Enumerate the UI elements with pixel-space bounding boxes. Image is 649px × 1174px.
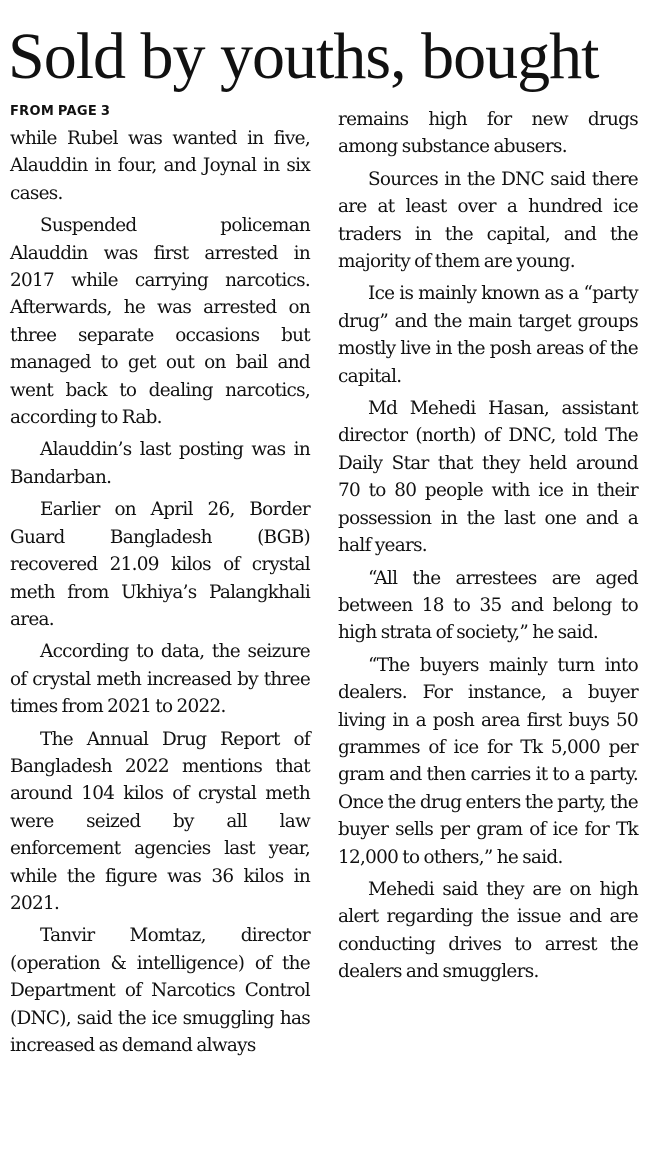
- paragraph: According to data, the seizure of crystal meth increased by three times from 2021 to 2022.: [10, 641, 310, 718]
- paragraph: “The buyers mainly turn into dealers. For instance, a buyer living in a posh area first buys 50 grammes of ice for Tk 5,000 per gram and then carries it to a party. Once the drug enters the party, the buyer sells per gram of ice for Tk 12,000 to others,” he said.: [338, 654, 638, 868]
- paragraph: Suspended policeman Alauddin was first arrested in 2017 while carrying narcotics. Afterwards, he was arrested on three separate occasions but managed to get out on bail and went back to dealing narcotics, according to Rab.: [10, 215, 310, 429]
- jump-kicker: FROM PAGE 3: [10, 104, 111, 119]
- paragraph: Sources in the DNC said there are at least over a hundred ice traders in the capital, and the majority of them are young.: [338, 168, 638, 273]
- paragraph: Ice is mainly known as a “party drug” and the main target groups mostly live in the posh areas of the capital.: [338, 283, 638, 387]
- paragraph: Md Mehedi Hasan, assistant director (north) of DNC, told The Daily Star that they held around 70 to 80 people with ice in their possession in the last one and a half years.: [338, 398, 638, 557]
- headline: Sold by youths, bought: [8, 20, 599, 93]
- paragraph: while Rubel was wanted in five, Alauddin in four, and Joynal in six cases.: [10, 128, 310, 204]
- paragraph: Tanvir Momtaz, director (operation & intelligence) of the Department of Narcotics Control (DNC), said the ice smuggling has increased as demand always: [10, 925, 310, 1056]
- left-column: [10, 104, 310, 1064]
- right-column: [338, 106, 638, 991]
- paragraph: Alauddin’s last posting was in Bandarban.: [10, 439, 310, 488]
- paragraph: Mehedi said they are on high alert regarding the issue and are conducting drives to arrest the dealers and smugglers.: [338, 878, 638, 983]
- paragraph: remains high for new drugs among substance abusers.: [338, 109, 638, 158]
- paragraph: Earlier on April 26, Border Guard Bangladesh (BGB) recovered 21.09 kilos of crystal meth from Ukhiya’s Palangkhali area.: [10, 499, 310, 630]
- paragraph: The Annual Drug Report of Bangladesh 2022 mentions that around 104 kilos of crystal meth were seized by all law enforcement agencies last year, while the figure was 36 kilos in 2021.: [10, 728, 310, 914]
- paragraph: “All the arrestees are aged between 18 to 35 and belong to high strata of society,” he said.: [338, 567, 638, 644]
